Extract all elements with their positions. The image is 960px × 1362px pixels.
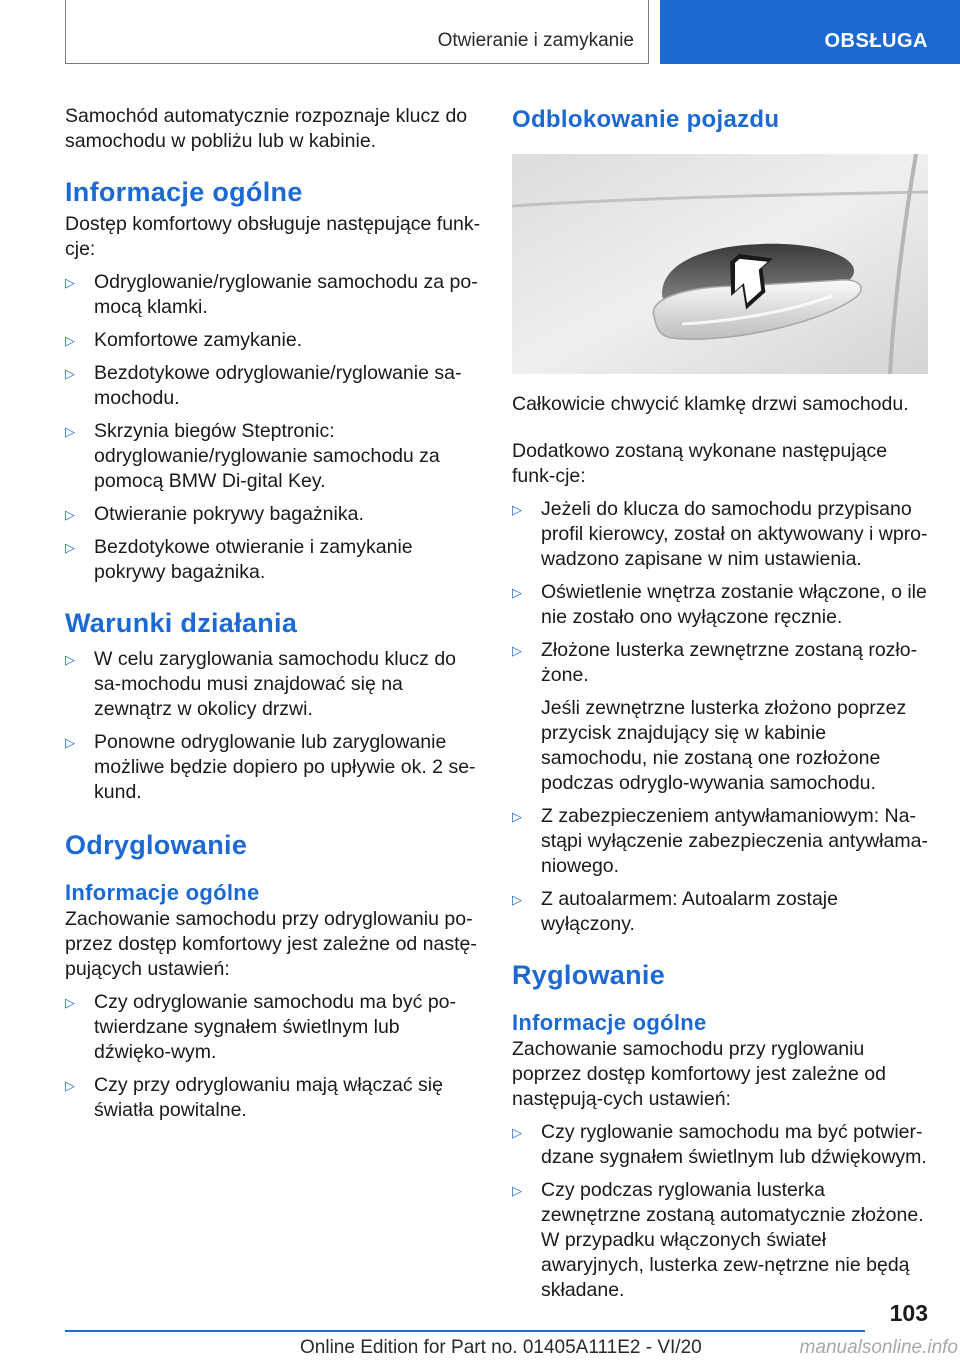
section-tab-label: OBSŁUGA — [824, 30, 928, 52]
list-item: ▷ Złożone lusterka zewnętrzne zostaną rozło-żone. Jeśli zewnętrzne lusterka złożono poprzez przycisk znajdujący się w kabinie samochodu, nie zostaną one rozłożone podczas odryglo-wywania samochodu. — [512, 638, 928, 796]
bullet-icon: ▷ — [65, 540, 75, 555]
bullet-icon: ▷ — [512, 809, 522, 824]
list-item: ▷ Otwieranie pokrywy bagażnika. — [65, 503, 364, 525]
footer-divider — [65, 1330, 865, 1332]
list-item: ▷ W celu zaryglowania samochodu klucz do sa-mochodu musi znajdować się na zewnątrz w okolicy drzwi. — [65, 648, 457, 720]
lock-text: Zachowanie samochodu przy ryglowaniu poprzez dostęp komfortowy jest zależne od następują-cych ustawień: — [512, 1038, 886, 1110]
footer-edition: Online Edition for Part no. 01405A111E2 - VI/20 — [300, 1337, 702, 1358]
lock-list — [512, 1120, 928, 1303]
intro-text: Samochód automatycznie rozpoznaje klucz do samochodu w pobliżu lub w kabinie. — [65, 105, 468, 152]
bullet-icon: ▷ — [65, 507, 75, 522]
list-item: ▷ Bezdotykowe odryglowanie/ryglowanie sa-mochodu. — [65, 362, 462, 409]
conditions-list — [65, 647, 481, 805]
list-item: ▷ Skrzynia biegów Steptronic: odryglowanie/ryglowanie samochodu za pomocą BMW Di-gital Key. — [65, 420, 440, 492]
unlock-text: Zachowanie samochodu przy odryglowaniu po-przez dostęp komfortowy jest zależne od nastę-pujących ustawień: — [65, 908, 477, 980]
door-handle-illustration — [512, 154, 928, 374]
page-number: 103 — [889, 1300, 928, 1326]
list-item: ▷ Czy podczas ryglowania lusterka zewnętrzne zostaną automatycznie złożone. W przypadku włączonych świateł awaryjnych, lusterka zew-nętrzne nie będą składane. — [512, 1179, 924, 1301]
list-item-note: Jeśli zewnętrzne lusterka złożono poprzez przycisk znajdujący się w kabinie samochodu, nie zostaną one rozłożone podczas odryglo-wywania samochodu. — [541, 697, 907, 794]
conditions-heading: Warunki działania — [65, 608, 298, 638]
unlock-list — [65, 990, 481, 1123]
list-item: ▷ Odryglowanie/ryglowanie samochodu za po-mocą klamki. — [65, 271, 478, 318]
header-frame — [65, 0, 649, 64]
bullet-icon: ▷ — [512, 1125, 522, 1140]
bullet-icon: ▷ — [512, 892, 522, 907]
unlock-vehicle-heading: Odblokowanie pojazdu — [512, 106, 780, 133]
unlock-subheading: Informacje ogólne — [65, 880, 260, 905]
list-item: ▷ Bezdotykowe otwieranie i zamykanie pokrywy bagażnika. — [65, 536, 413, 583]
list-item: ▷ Ponowne odryglowanie lub zaryglowanie możliwe będzie dopiero po upływie ok. 2 se-kund. — [65, 731, 476, 803]
left-column — [65, 104, 481, 1123]
bullet-icon: ▷ — [512, 502, 522, 517]
right-column — [512, 104, 928, 1303]
bullet-icon: ▷ — [65, 275, 75, 290]
bullet-icon: ▷ — [65, 735, 75, 750]
list-item: ▷ Czy odryglowanie samochodu ma być po-twierdzane sygnałem świetlnym lub dźwięko-wym. — [65, 991, 457, 1063]
bullet-icon: ▷ — [65, 652, 75, 667]
bullet-icon: ▷ — [65, 995, 75, 1010]
list-item: ▷ Oświetlenie wnętrza zostanie włączone, o ile nie zostało ono wyłączone ręcznie. — [512, 581, 927, 628]
lock-subheading: Informacje ogólne — [512, 1010, 707, 1035]
bullet-icon: ▷ — [512, 585, 522, 600]
bullet-icon: ▷ — [65, 333, 75, 348]
door-handle-image — [512, 154, 928, 374]
list-item: ▷ Z autoalarmem: Autoalarm zostaje wyłączony. — [512, 888, 838, 935]
lock-heading: Ryglowanie — [512, 960, 666, 990]
bullet-icon: ▷ — [512, 643, 522, 658]
list-item: ▷ Komfortowe zamykanie. — [65, 329, 303, 351]
list-item: ▷ Z zabezpieczeniem antywłamaniowym: Na-stąpi wyłączenie zabezpieczenia antywłama-niowego. — [512, 805, 928, 877]
extra-list — [512, 497, 928, 937]
extra-text: Dodatkowo zostaną wykonane następujące funk-cje: — [512, 440, 888, 487]
general-heading: Informacje ogólne — [65, 177, 303, 207]
figure-caption: Całkowicie chwycić klamkę drzwi samochodu. — [512, 393, 909, 415]
header-title: Otwieranie i zamykanie — [437, 30, 634, 51]
list-item: ▷ Czy przy odryglowaniu mają włączać się światła powitalne. — [65, 1074, 443, 1121]
list-item: ▷ Czy ryglowanie samochodu ma być potwier-dzane sygnałem świetlnym lub dźwiękowym. — [512, 1121, 927, 1168]
list-item: ▷ Jeżeli do klucza do samochodu przypisano profil kierowcy, został on aktywowany i wpro-wadzono zapisane w nim ustawienia. — [512, 498, 928, 570]
bullet-icon: ▷ — [65, 1078, 75, 1093]
unlock-heading: Odryglowanie — [65, 830, 248, 860]
bullet-icon: ▷ — [65, 424, 75, 439]
general-text: Dostęp komfortowy obsługuje następujące funk-cje: — [65, 213, 481, 260]
bullet-icon: ▷ — [65, 366, 75, 381]
watermark: manualsonline.info — [799, 1337, 958, 1358]
bullet-icon: ▷ — [512, 1183, 522, 1198]
section-tab — [660, 0, 960, 64]
general-list — [65, 270, 481, 585]
